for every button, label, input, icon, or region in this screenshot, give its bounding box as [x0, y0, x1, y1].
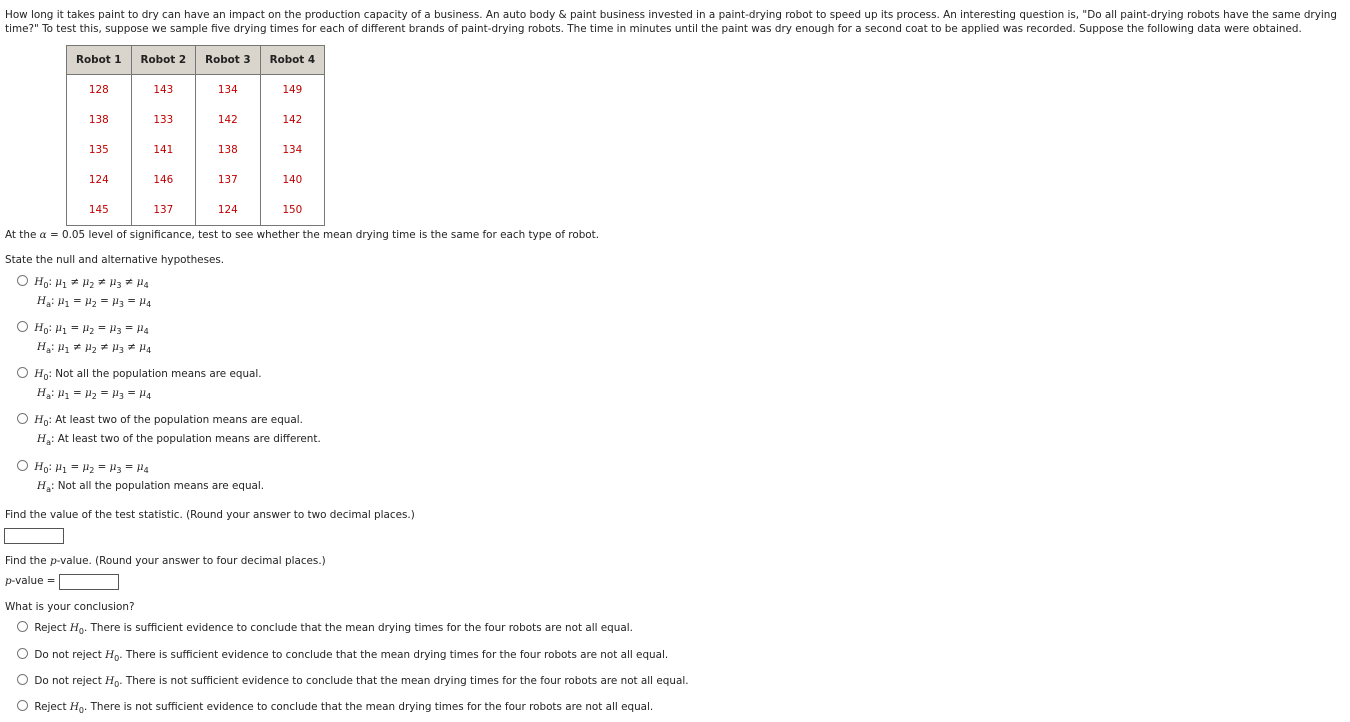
- pvalue-prompt: Find the p-value. (Round your answer to four decimal places.): [5, 555, 326, 567]
- h0-statement: $H_0$: Not all the population means are equal.: [34, 368, 262, 382]
- h0-expression: $H_0$: $\mu_1 = \mu_2 = \mu_3 = \mu_4$: [34, 322, 149, 336]
- conclusion-prompt: What is your conclusion?: [5, 601, 135, 613]
- table-row: [67, 105, 325, 135]
- radio-button[interactable]: [17, 275, 28, 286]
- hypothesis-option-1[interactable]: [17, 275, 149, 290]
- radio-button[interactable]: [17, 648, 28, 659]
- h0-expression: $H_0$: $\mu_1 \ne \mu_2 \ne \mu_3 \ne \mu_4$: [34, 276, 149, 290]
- conclusion-option-label: Reject $H_0$. There is not sufficient evidence to conclude that the mean drying times for the four robots are not all equal.: [34, 701, 654, 715]
- table-cell: 143: [131, 75, 196, 106]
- column-header-robot-1: Robot 1: [67, 46, 132, 75]
- radio-button[interactable]: [17, 413, 28, 424]
- test-statistic-input[interactable]: [4, 528, 64, 544]
- hypothesis-option-4[interactable]: [17, 413, 303, 428]
- table-cell: 124: [196, 195, 261, 226]
- table-cell: 137: [131, 195, 196, 226]
- table-row: [67, 165, 325, 195]
- conclusion-option-2[interactable]: [17, 648, 668, 663]
- pvalue-input[interactable]: [59, 574, 119, 590]
- table-cell: 137: [196, 165, 261, 195]
- conclusion-option-1[interactable]: [17, 621, 633, 636]
- radio-button[interactable]: [17, 621, 28, 632]
- radio-button[interactable]: [17, 674, 28, 685]
- table-cell: 150: [260, 195, 325, 226]
- table-row: [67, 195, 325, 226]
- table-row: [67, 75, 325, 106]
- h0-statement: $H_0$: At least two of the population means are equal.: [34, 414, 303, 428]
- table-cell: 134: [196, 75, 261, 106]
- conclusion-option-label: Do not reject $H_0$. There is sufficient evidence to conclude that the mean drying times for the four robots are not all equal.: [34, 649, 669, 663]
- significance-statement: At the α = 0.05 level of significance, test to see whether the mean drying time is the same for each type of robot.: [5, 229, 600, 241]
- radio-button[interactable]: [17, 460, 28, 471]
- table-cell: 149: [260, 75, 325, 106]
- table-cell: 142: [260, 105, 325, 135]
- pvalue-label: p-value =: [5, 575, 56, 587]
- table-cell: 140: [260, 165, 325, 195]
- hypothesis-option-2[interactable]: [17, 321, 149, 336]
- ha-expression-option-2: $H_a$: $\mu_1 \ne \mu_2 \ne \mu_3 \ne \mu_4$: [37, 341, 152, 355]
- column-header-robot-4: Robot 4: [260, 46, 325, 75]
- ha-statement-option-4: $H_a$: At least two of the population means are different.: [37, 433, 321, 447]
- drying-times-table: [66, 45, 325, 226]
- table-cell: 133: [131, 105, 196, 135]
- table-cell: 146: [131, 165, 196, 195]
- table-cell: 134: [260, 135, 325, 165]
- hypothesis-option-5[interactable]: [17, 460, 149, 475]
- hypothesis-option-3[interactable]: [17, 367, 262, 382]
- radio-button[interactable]: [17, 700, 28, 711]
- conclusion-option-3[interactable]: [17, 674, 689, 689]
- table-row: [67, 135, 325, 165]
- table-cell: 141: [131, 135, 196, 165]
- table-cell: 128: [67, 75, 132, 106]
- conclusion-option-label: Do not reject $H_0$. There is not sufficient evidence to conclude that the mean drying times for the four robots are not all equal.: [34, 675, 689, 689]
- question-intro: How long it takes paint to dry can have an impact on the production capacity of a business. An auto body & paint business invested in a paint-drying robot to speed up its process. An interesting question is, "Do all paint-drying robots have the same drying time?" To test this, suppose we sample five drying times for each of different brands of paint-drying robots. The time in minutes until the paint was dry enough for a second coat to be applied was recorded. Suppose the following data were obtained.: [5, 9, 1337, 35]
- radio-button[interactable]: [17, 321, 28, 332]
- h0-expression: $H_0$: $\mu_1 = \mu_2 = \mu_3 = \mu_4$: [34, 461, 149, 475]
- table-header-row: [67, 46, 325, 75]
- test-statistic-prompt: Find the value of the test statistic. (Round your answer to two decimal places.): [5, 509, 415, 521]
- table-cell: 124: [67, 165, 132, 195]
- ha-statement-option-5: $H_a$: Not all the population means are equal.: [37, 480, 265, 494]
- conclusion-option-4[interactable]: [17, 700, 653, 715]
- ha-expression-option-3: $H_a$: $\mu_1 = \mu_2 = \mu_3 = \mu_4$: [37, 387, 152, 401]
- column-header-robot-2: Robot 2: [131, 46, 196, 75]
- table-cell: 138: [196, 135, 261, 165]
- column-header-robot-3: Robot 3: [196, 46, 261, 75]
- table-cell: 145: [67, 195, 132, 226]
- ha-expression-option-1: $H_a$: $\mu_1 = \mu_2 = \mu_3 = \mu_4$: [37, 295, 152, 309]
- table-cell: 138: [67, 105, 132, 135]
- table-cell: 142: [196, 105, 261, 135]
- conclusion-option-label: Reject $H_0$. There is sufficient evidence to conclude that the mean drying times for the four robots are not all equal.: [34, 622, 633, 636]
- hypotheses-prompt: State the null and alternative hypotheses.: [5, 254, 225, 266]
- table-cell: 135: [67, 135, 132, 165]
- radio-button[interactable]: [17, 367, 28, 378]
